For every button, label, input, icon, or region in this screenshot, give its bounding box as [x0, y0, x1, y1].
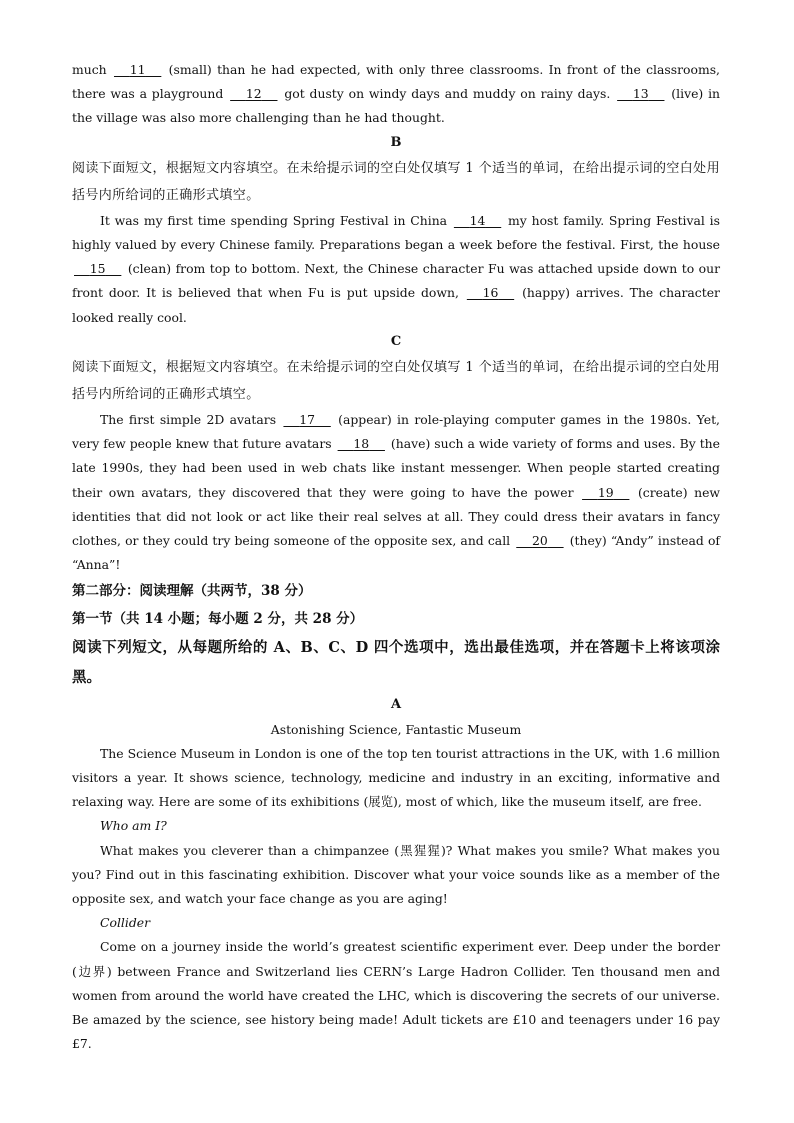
blank-14: 14	[469, 212, 486, 228]
passage-intro: The Science Museum in London is one of the top ten tourist attractions in the UK, with 1.6 million visitors a year. It shows science, technology, medicine and industry in an exciting, informative and relaxing way. Here are some of its exhibitions (展览), most of which, like the museum itself, are free.	[72, 745, 720, 810]
part-two-heading: 第二部分：阅读理解（共两节，38 分）	[72, 583, 312, 600]
exhibition-title-who-am-i: Who am I?	[100, 818, 167, 834]
blank-12: 12	[245, 86, 262, 102]
blank-16: 16	[482, 285, 499, 301]
section-one-heading: 第一节（共 14 小题；每小题 2 分，共 28 分）	[72, 611, 364, 628]
blank-15: 15	[89, 261, 106, 277]
blank-19: 19	[597, 484, 614, 500]
blank-17: 17	[299, 412, 315, 428]
blank-20: 20	[532, 533, 548, 549]
passage-a-letter: A	[390, 697, 402, 713]
document-page	[72, 58, 720, 1057]
section-c-letter: C	[390, 333, 402, 349]
section-b-passage: It was my first time spending Spring Festival in China 14 my host family. Spring Festival is highly valued by every Chinese family. Preparations began a week before the festival. First, the house 15 (clean) from top to bottom. Next, the Chinese character Fu was attached upside down to our front door. It is believed that when Fu is put upside down, 16 (happy) arrives. The character looked really cool.	[72, 212, 720, 325]
passage-title: Astonishing Science, Fantastic Museum	[270, 721, 522, 737]
section-b-instruction: 阅读下面短文，根据短文内容填空。在未给提示词的空白处仅填写 1 个适当的单词，在给出提示词的空白处用括号内所给词的正确形式填空。	[72, 160, 720, 203]
section-c-instruction: 阅读下面短文，根据短文内容填空。在未给提示词的空白处仅填写 1 个适当的单词，在给出提示词的空白处用括号内所给词的正确形式填空。	[72, 360, 720, 403]
section-c-passage: The first simple 2D avatars 17 (appear) in role-playing computer games in the 1980s. Yet, very few people knew that future avatars 18 (have) such a wide variety of forms and uses. By the late 1990s, they had been used in web chats like instant messenger. When people started creating their own avatars, they discovered that they were going to have the power 19 (create) new identities that did not look or act like their real selves at all. They could dress their avatars in fancy clothes, or they could try being someone of the opposite sex, and call 20 (they) “Andy” instead of “Anna”!	[72, 412, 721, 573]
section-b-letter: B	[390, 134, 402, 150]
blank-13: 13	[632, 86, 649, 102]
blank-11: 11	[129, 62, 146, 77]
blank-18: 18	[353, 436, 370, 452]
passage-a-ending: much 11 (small) than he had expected, with only three classrooms. In front of the classrooms, there was a playground 12 got dusty on windy days and muddy on rainy days. 13 (live) in the village was also more challenging than he had thought.	[72, 62, 721, 126]
exhibition-text-who-am-i: What makes you cleverer than a chimpanzee (黑猩猩)? What makes you smile? What makes you you? Find out in this fascinating exhibition. Discover what your voice sounds like as a member of the opposite sex, and watch your face change as you are aging!	[72, 842, 720, 907]
exhibition-title-collider: Collider	[100, 915, 151, 931]
reading-instruction: 阅读下列短文，从每题所给的 A、B、C、D 四个选项中，选出最佳选项，并在答题卡上将该项涂黑。	[72, 639, 720, 687]
exhibition-text-collider: Come on a journey inside the world’s greatest scientific experiment ever. Deep under the border (边界) between France and Switzerland lies CERN’s Large Hadron Collider. Ten thousand men and women from around the world have created the LHC, which is discovering the secrets of our universe. Be amazed by the science, see history being made! Adult tickets are £10 and teenagers under 16 pay £7.	[72, 939, 720, 1052]
